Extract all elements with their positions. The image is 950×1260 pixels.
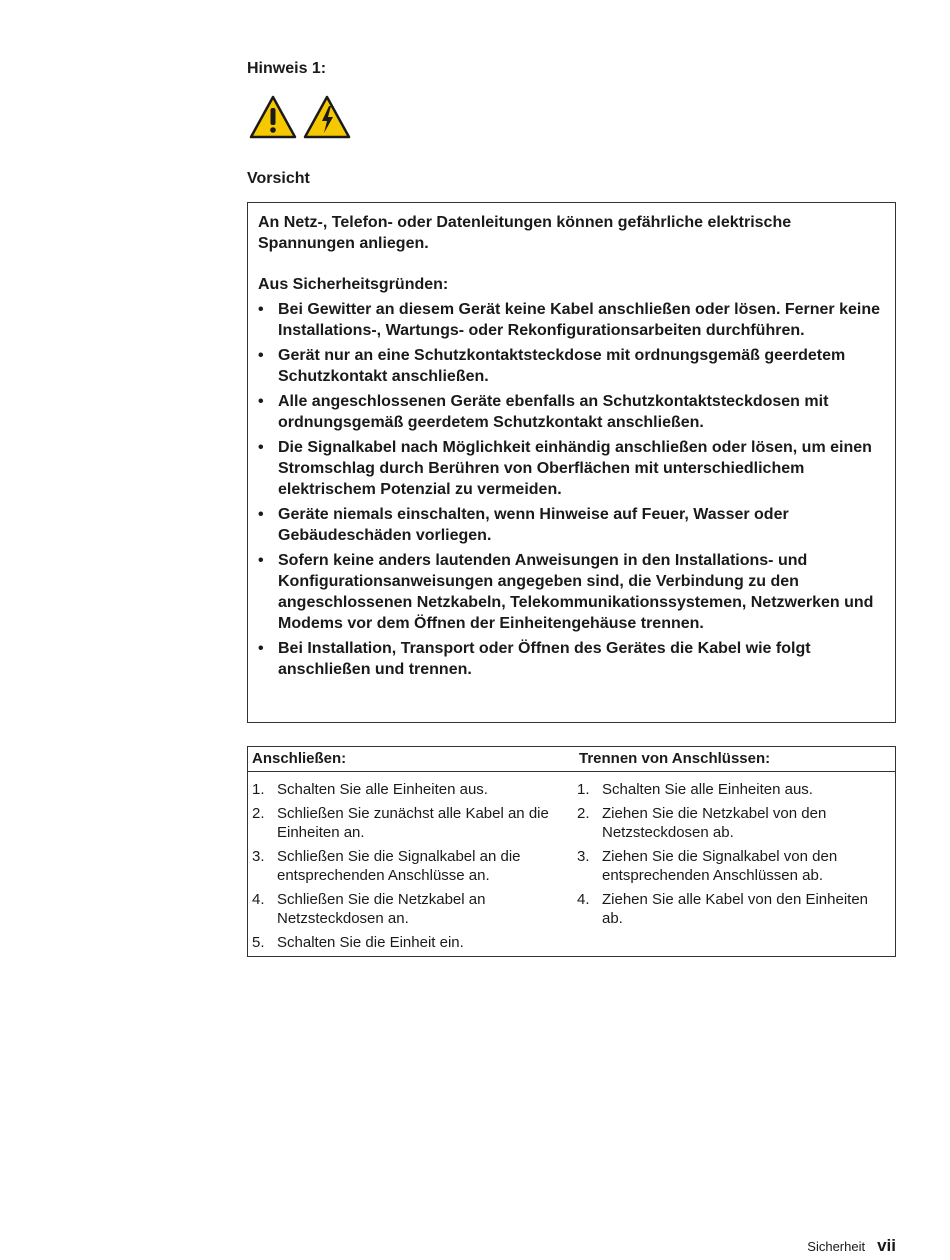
caution-heading: Vorsicht [247, 170, 310, 187]
safety-bullet: • Alle angeschlossenen Geräte ebenfalls an Schutzkontaktsteckdosen mit ordnungsgemäß geerdetem Schutzkontakt anschließen. [258, 393, 829, 431]
warning-icon [248, 94, 298, 140]
notice-title: Hinweis 1: [247, 60, 327, 77]
connect-disconnect-table [247, 746, 896, 957]
safety-bullet: • Bei Gewitter an diesem Gerät keine Kabel anschließen oder lösen. Ferner keine Installations-, Wartungs- oder Rekonfigurationsarbeiten durchführen. [258, 301, 880, 339]
safety-bullet: • Bei Installation, Transport oder Öffnen des Gerätes die Kabel wie folgt anschließen und trennen. [258, 640, 811, 678]
safety-bullet-list [258, 299, 885, 680]
disconnect-step: 3. Ziehen Sie die Signalkabel von den entsprechenden Anschlüssen ab. [577, 848, 838, 884]
disconnect-steps [573, 780, 891, 957]
connect-step: 4. Schließen Sie die Netzkabel an Netzsteckdosen an. [252, 891, 486, 927]
connect-step: 3. Schließen Sie die Signalkabel an die entsprechenden Anschlüsse an. [252, 848, 521, 884]
footer-section-title: Sicherheit [807, 1239, 866, 1254]
connect-step: 5. Schalten Sie die Einheit ein. [252, 934, 464, 951]
connect-step: 1. Schalten Sie alle Einheiten aus. [252, 781, 488, 798]
caution-box [247, 202, 896, 723]
disconnect-step: 2. Ziehen Sie die Netzkabel von den Netzsteckdosen ab. [577, 805, 827, 841]
page-footer [807, 1236, 896, 1256]
connect-steps [248, 780, 573, 957]
reasons-heading: Aus Sicherheitsgründen: [258, 276, 449, 293]
caution-intro: An Netz-, Telefon- oder Datenleitungen können gefährliche elektrische Spannungen anliegen. [258, 214, 792, 252]
safety-bullet: • Geräte niemals einschalten, wenn Hinweise auf Feuer, Wasser oder Gebäudeschäden vorliegen. [258, 506, 789, 544]
hazard-icons [248, 94, 352, 140]
safety-bullet: • Gerät nur an eine Schutzkontaktsteckdose mit ordnungsgemäß geerdetem Schutzkontakt anschließen. [258, 347, 846, 385]
connect-header: Anschließen: [252, 750, 347, 767]
table-body [248, 772, 895, 957]
connect-step: 2. Schließen Sie zunächst alle Kabel an die Einheiten an. [252, 805, 549, 841]
safety-bullet: • Sofern keine anders lautenden Anweisungen in den Installations- und Konfigurationsanweisungen angegeben sind, die Verbindung zu den angeschlossenen Netzkabeln, Telekommunikationssystemen, Netzwerken und Modems vor dem Öffnen der Einheitengehäuse trennen. [258, 552, 874, 632]
disconnect-step: 1. Schalten Sie alle Einheiten aus. [577, 781, 813, 798]
disconnect-header: Trennen von Anschlüssen: [578, 750, 771, 767]
table-header [248, 747, 895, 772]
electrical-hazard-icon [302, 94, 352, 140]
safety-bullet: • Die Signalkabel nach Möglichkeit einhändig anschließen oder lösen, um einen Stromschlag durch Berühren von Oberflächen mit unterschiedlichem elektrischem Potenzial zu vermeiden. [258, 439, 872, 498]
page-number: vii [877, 1236, 896, 1255]
disconnect-step: 4. Ziehen Sie alle Kabel von den Einheiten ab. [577, 891, 869, 927]
